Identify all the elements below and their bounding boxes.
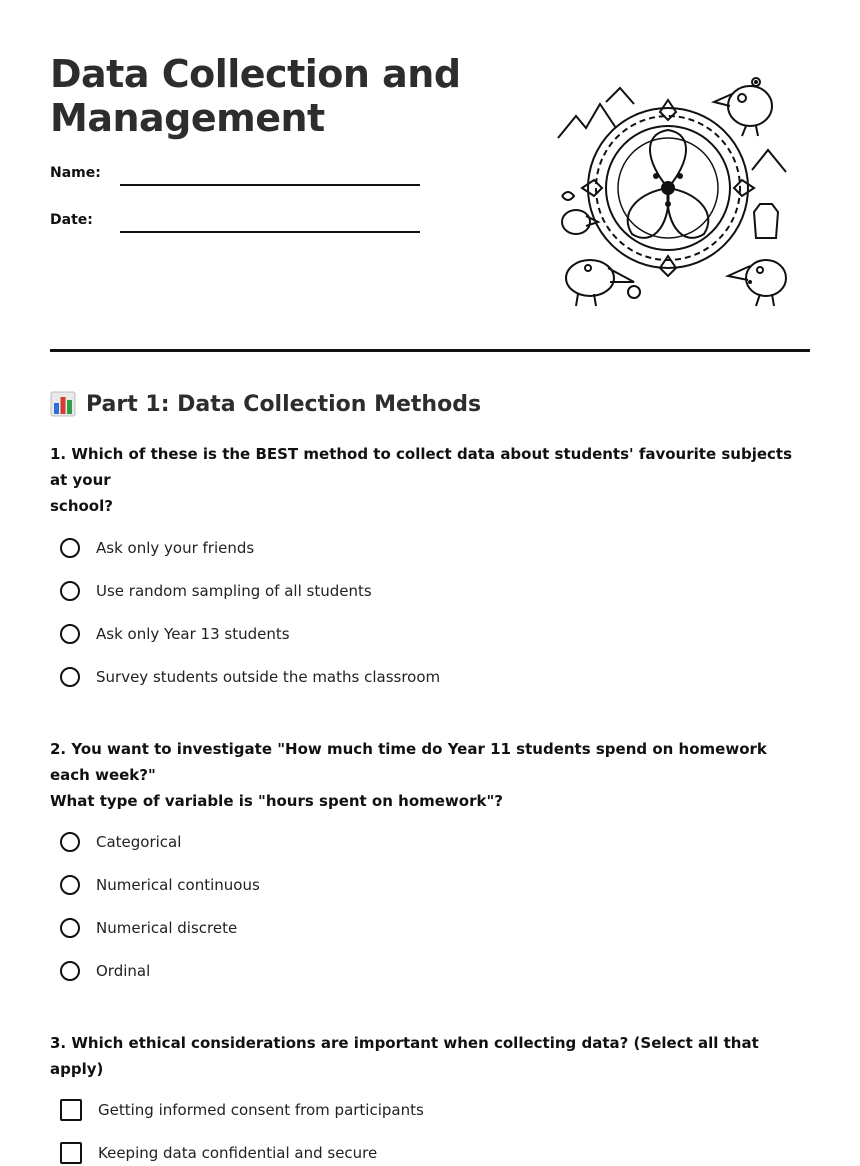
name-write-line[interactable] [120, 184, 420, 186]
q3-option-2[interactable] [60, 1140, 377, 1166]
question-1-line-2: school? [50, 497, 113, 515]
q2-option-2[interactable] [60, 872, 260, 898]
part1-heading [50, 388, 481, 420]
option-label: Ask only Year 13 students [96, 625, 290, 643]
date-label: Date: [50, 212, 93, 228]
mandala-with-birds-illustration [546, 72, 796, 312]
part1-heading-text: Part 1: Data Collection Methods [86, 391, 482, 417]
q3-option-1[interactable] [60, 1097, 424, 1123]
question-1 [50, 441, 810, 519]
worksheet-title [50, 52, 510, 140]
question-1-line-1: 1. Which of these is the BEST method to collect data about students' favourite subjects at your [50, 445, 792, 489]
name-field[interactable] [50, 165, 430, 195]
question-3 [50, 1030, 810, 1082]
radio-button[interactable] [60, 832, 80, 852]
radio-button[interactable] [60, 961, 80, 981]
option-label: Categorical [96, 833, 182, 851]
q1-option-3[interactable] [60, 621, 290, 647]
q2-option-4[interactable] [60, 958, 150, 984]
radio-button[interactable] [60, 581, 80, 601]
radio-button[interactable] [60, 538, 80, 558]
q1-option-2[interactable] [60, 578, 372, 604]
question-2-line-2: What type of variable is "hours spent on homework"? [50, 792, 503, 810]
title-line-1: Data Collection and [50, 52, 461, 96]
q2-option-3[interactable] [60, 915, 237, 941]
option-label: Keeping data confidential and secure [98, 1144, 378, 1162]
option-label: Numerical continuous [96, 876, 260, 894]
q2-option-1[interactable] [60, 829, 181, 855]
radio-button[interactable] [60, 624, 80, 644]
date-field[interactable] [50, 212, 430, 242]
option-label: Ordinal [96, 962, 151, 980]
question-2-line-1: 2. You want to investigate "How much time do Year 11 students spend on homework each week?" [50, 740, 767, 784]
date-write-line[interactable] [120, 231, 420, 233]
radio-button[interactable] [60, 918, 80, 938]
radio-button[interactable] [60, 667, 80, 687]
title-line-2: Management [50, 96, 325, 140]
checkbox[interactable] [60, 1099, 82, 1121]
q1-option-4[interactable] [60, 664, 440, 690]
question-3-line-1: 3. Which ethical considerations are important when collecting data? (Select all that apply) [50, 1034, 759, 1078]
option-label: Getting informed consent from participants [98, 1101, 424, 1119]
bar-chart-icon [50, 391, 76, 417]
question-2 [50, 736, 810, 814]
q1-option-1[interactable] [60, 535, 254, 561]
option-label: Survey students outside the maths classroom [96, 668, 441, 686]
radio-button[interactable] [60, 875, 80, 895]
name-label: Name: [50, 165, 101, 181]
option-label: Numerical discrete [96, 919, 238, 937]
option-label: Use random sampling of all students [96, 582, 372, 600]
header-divider [50, 349, 810, 352]
option-label: Ask only your friends [96, 539, 255, 557]
